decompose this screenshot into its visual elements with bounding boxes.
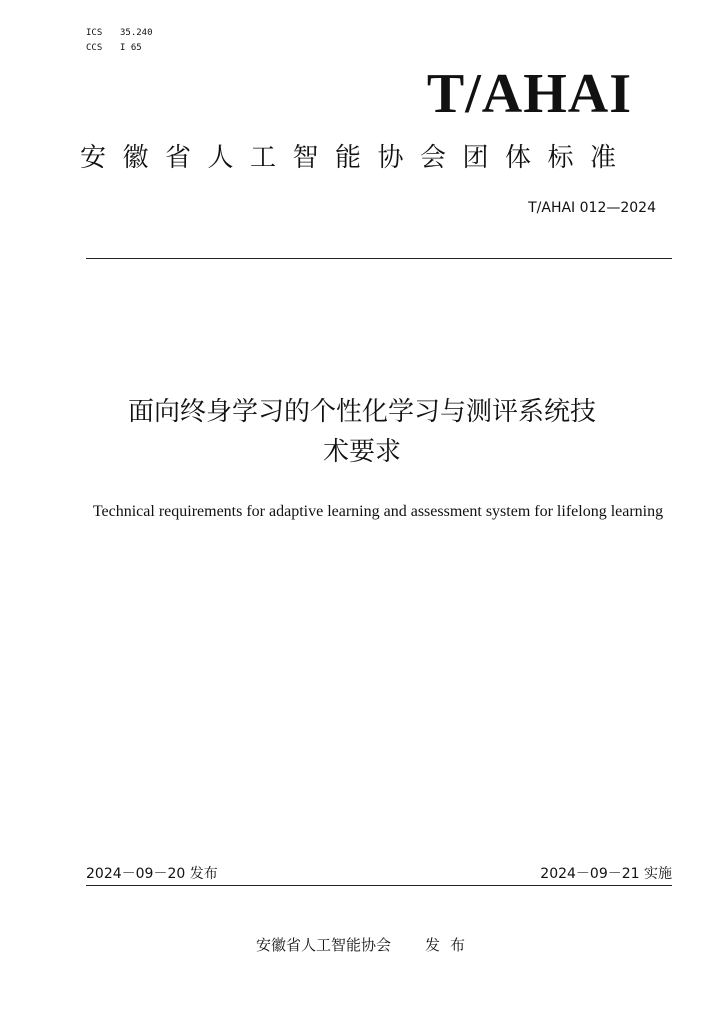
publisher-name: 安徽省人工智能协会 — [256, 936, 392, 954]
footer-divider — [86, 885, 672, 886]
ics-label: ICS — [86, 28, 103, 38]
publisher-line — [256, 934, 475, 956]
organization-name: 安徽省人工智能协会团体标准 — [80, 143, 633, 173]
standard-logo: T/AHAI — [426, 63, 632, 125]
ics-row — [86, 26, 153, 41]
header-divider — [86, 258, 672, 259]
implement-date: 2024－09－21 实施 — [540, 866, 672, 882]
ics-value: 35.240 — [120, 28, 153, 38]
title-chinese — [60, 392, 664, 472]
title-chinese-line2: 术要求 — [322, 437, 401, 467]
publish-verb: 发布 — [425, 936, 476, 954]
publish-date: 2024－09－20 发布 — [86, 866, 218, 882]
ccs-row — [86, 41, 153, 56]
ccs-label: CCS — [86, 43, 103, 53]
standard-code: T/AHAI 012—2024 — [528, 200, 656, 216]
title-chinese-line1: 面向终身学习的个性化学习与测评系统技 — [127, 397, 596, 427]
classification-codes — [86, 26, 153, 56]
title-english: Technical requirements for adaptive learning and assessment system for lifelong learning — [92, 503, 664, 520]
ccs-value: I 65 — [120, 43, 142, 53]
